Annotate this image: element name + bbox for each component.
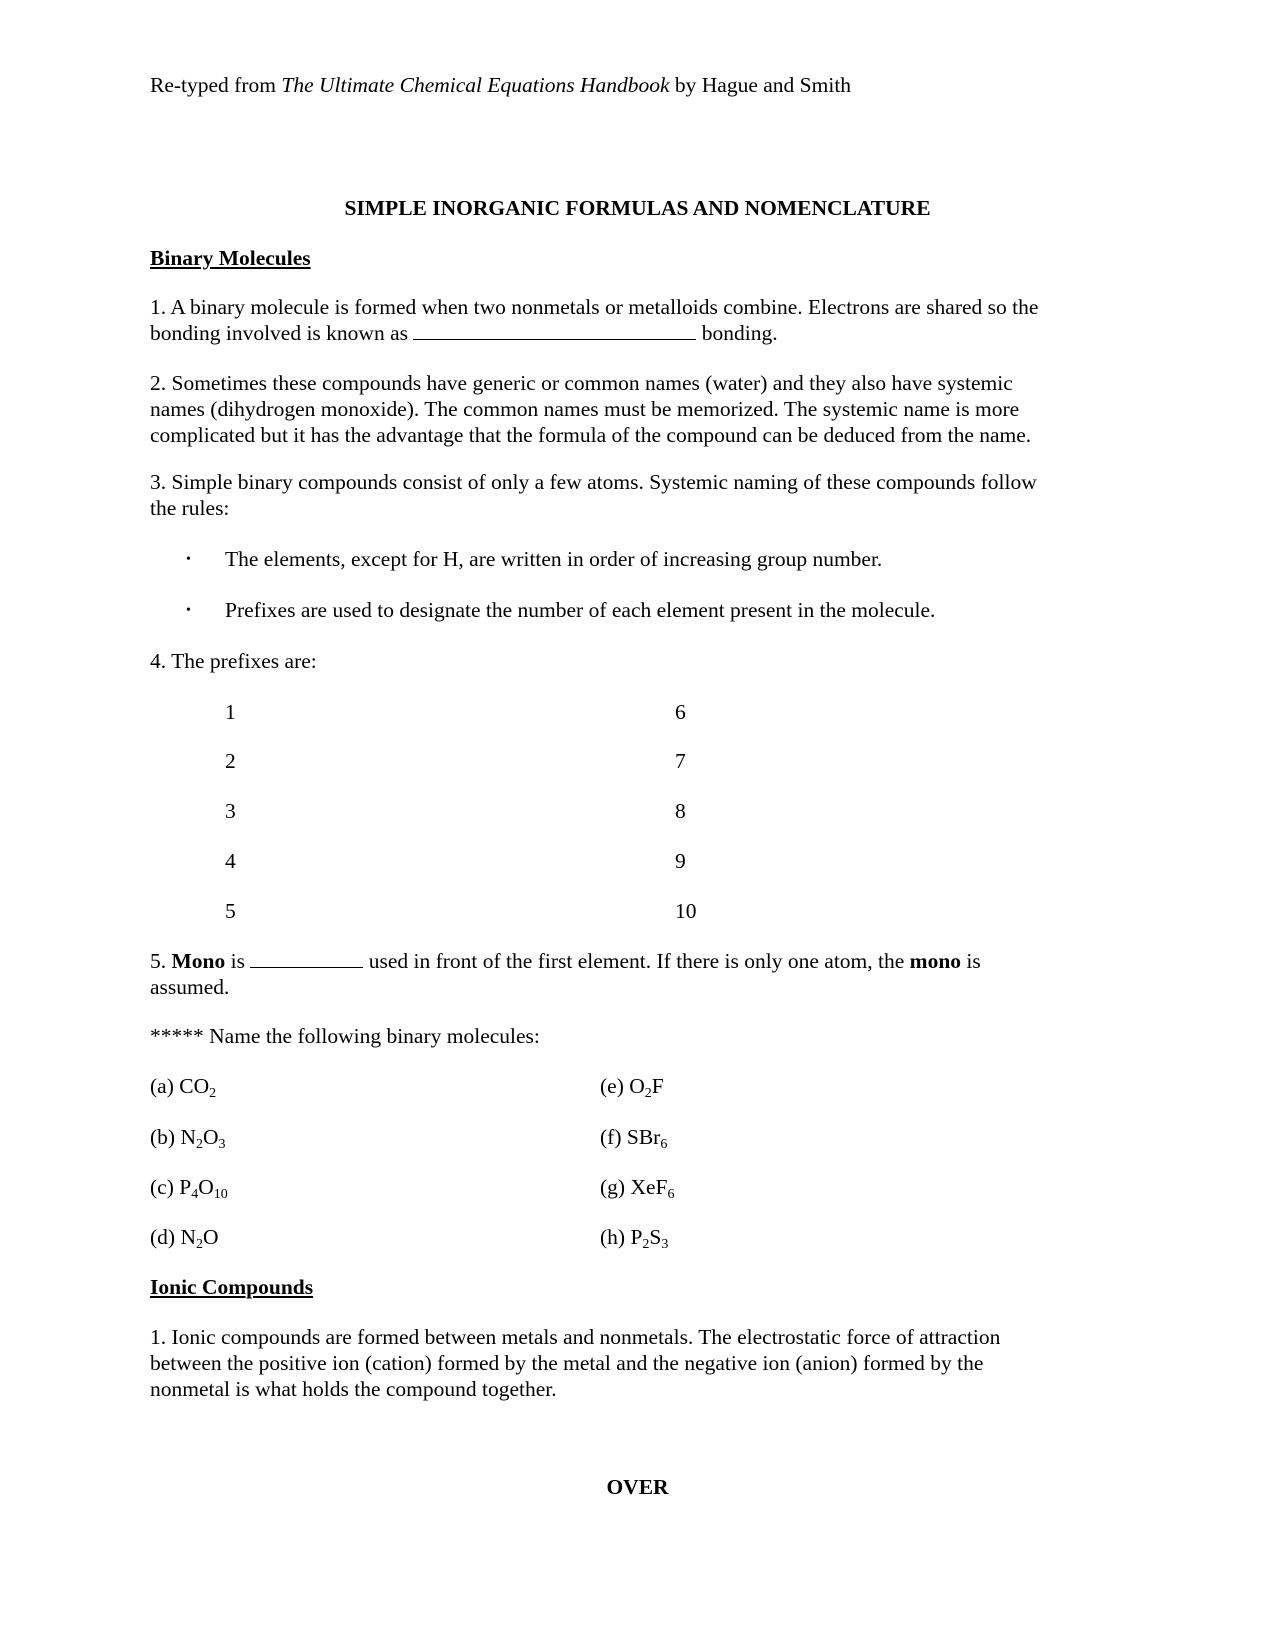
exercise-label: (d) xyxy=(150,1225,181,1249)
exercise-item xyxy=(600,1224,668,1250)
binary-p3-line2: the rules: xyxy=(150,496,230,520)
chemical-formula xyxy=(180,1225,219,1252)
prefix-number: 1 xyxy=(225,700,236,724)
fill-in-blank-bonding[interactable] xyxy=(413,321,696,340)
header-suffix: by Hague and Smith xyxy=(669,73,852,97)
binary-p1-line1: 1. A binary molecule is formed when two nonmetals or metalloids combine. Electrons are shared so the xyxy=(150,295,1039,319)
binary-p2-line1: 2. Sometimes these compounds have generic or common names (water) and they also have systemic xyxy=(150,371,1013,395)
chemical-formula xyxy=(179,1175,228,1202)
ionic-p1-line3: nonmetal is what holds the compound together. xyxy=(150,1377,557,1401)
exercise-item xyxy=(150,1174,228,1200)
exercise-label: (g) xyxy=(600,1175,631,1199)
chemical-formula xyxy=(630,1225,669,1252)
prefix-number: 3 xyxy=(225,799,236,823)
section-heading-ionic: Ionic Compounds xyxy=(150,1275,314,1299)
exercise-prompt: ***** Name the following binary molecules: xyxy=(150,1024,540,1048)
chemical-formula xyxy=(630,1175,675,1202)
binary-p2-line2: names (dihydrogen monoxide). The common names must be memorized. The systemic name is more xyxy=(150,397,1020,421)
prefix-number: 8 xyxy=(675,799,686,823)
prefix-number: 9 xyxy=(675,849,686,873)
bullet-icon: • xyxy=(186,603,191,618)
exercise-item xyxy=(600,1073,664,1099)
binary-p5-mono-2: mono xyxy=(909,949,962,973)
formula-subscript: 3 xyxy=(218,1137,226,1152)
fill-in-blank-mono[interactable] xyxy=(250,949,363,968)
book-title: The Ultimate Chemical Equations Handbook xyxy=(281,73,670,97)
exercise-label: (b) xyxy=(150,1125,181,1149)
prefix-number: 7 xyxy=(675,749,686,773)
binary-paragraph-2 xyxy=(150,370,1130,448)
formula-subscript: 10 xyxy=(213,1187,228,1202)
ionic-p1-line1: 1. Ionic compounds are formed between metals and nonmetals. The electrostatic force of attraction xyxy=(150,1325,1001,1349)
formula-element: XeF xyxy=(630,1175,668,1199)
formula-element: P xyxy=(179,1175,192,1199)
binary-paragraph-5 xyxy=(150,948,1130,1000)
prefix-number: 4 xyxy=(225,849,236,873)
exercise-label: (c) xyxy=(150,1175,180,1199)
formula-element: O xyxy=(202,1225,219,1249)
binary-paragraph-1 xyxy=(150,294,1130,346)
binary-p5-line2: assumed. xyxy=(150,975,230,999)
formula-subscript: 2 xyxy=(209,1086,217,1101)
exercise-item xyxy=(600,1174,674,1200)
formula-element: O xyxy=(202,1125,219,1149)
formula-subscript: 6 xyxy=(667,1187,675,1202)
chemical-formula xyxy=(626,1125,668,1152)
ionic-p1-line2: between the positive ion (cation) formed by the metal and the negative ion (anion) formed by the xyxy=(150,1351,984,1375)
binary-p5-is: is xyxy=(225,949,251,973)
formula-subscript: 6 xyxy=(660,1137,668,1152)
section-heading-binary: Binary Molecules xyxy=(150,246,311,270)
exercise-label: (a) xyxy=(150,1074,180,1098)
formula-element: N xyxy=(180,1225,196,1249)
exercise-label: (h) xyxy=(600,1225,631,1249)
formula-element: CO xyxy=(179,1074,210,1098)
binary-p1-line2-pre: bonding involved is known as xyxy=(150,321,414,345)
page-title: SIMPLE INORGANIC FORMULAS AND NOMENCLATURE xyxy=(344,196,931,220)
exercise-item xyxy=(150,1224,219,1250)
formula-subscript: 2 xyxy=(642,1237,650,1252)
chemical-formula xyxy=(180,1125,226,1152)
prefix-number: 2 xyxy=(225,749,236,773)
header-citation xyxy=(150,72,851,98)
prefix-number: 5 xyxy=(225,899,236,923)
formula-subscript: 2 xyxy=(644,1086,652,1101)
binary-p5-is-2: is xyxy=(961,949,981,973)
exercise-label: (f) xyxy=(600,1125,627,1149)
prefix-number: 6 xyxy=(675,700,686,724)
binary-p3-line1: 3. Simple binary compounds consist of only a few atoms. Systemic naming of these compounds follow xyxy=(150,470,1037,494)
formula-element: SBr xyxy=(626,1125,661,1149)
exercise-item xyxy=(150,1073,216,1099)
binary-paragraph-4: 4. The prefixes are: xyxy=(150,649,317,673)
bullet-item: Prefixes are used to designate the number of each element present in the molecule. xyxy=(225,598,936,622)
exercise-item xyxy=(600,1124,667,1150)
formula-subscript: 4 xyxy=(191,1187,199,1202)
binary-p1-line2 xyxy=(150,320,1130,346)
formula-element: S xyxy=(649,1225,662,1249)
binary-p5-line1 xyxy=(150,948,1130,974)
formula-element: O xyxy=(198,1175,214,1199)
binary-p2-line3: complicated but it has the advantage that the formula of the compound can be deduced from the name. xyxy=(150,423,1032,447)
binary-p5-mono: Mono xyxy=(171,949,226,973)
binary-p1-line2-post: bonding. xyxy=(696,321,778,345)
chemical-formula xyxy=(179,1074,217,1101)
formula-element: F xyxy=(651,1074,664,1098)
formula-subscript: 2 xyxy=(195,1237,203,1252)
footer-over: OVER xyxy=(606,1475,669,1499)
exercise-label: (e) xyxy=(600,1074,630,1098)
formula-element: P xyxy=(630,1225,643,1249)
binary-p5-num: 5. xyxy=(150,949,172,973)
formula-subscript: 3 xyxy=(661,1237,669,1252)
binary-p5-mid: used in front of the first element. If there is only one atom, the xyxy=(363,949,910,973)
bullet-icon: • xyxy=(186,552,191,567)
header-prefix: Re-typed from xyxy=(150,73,282,97)
formula-element: O xyxy=(629,1074,645,1098)
bullet-item: The elements, except for H, are written in order of increasing group number. xyxy=(225,547,883,571)
formula-element: N xyxy=(180,1125,196,1149)
ionic-paragraph-1 xyxy=(150,1324,1130,1402)
chemical-formula xyxy=(629,1074,664,1101)
prefix-number: 10 xyxy=(675,899,697,923)
exercise-item xyxy=(150,1124,226,1150)
binary-paragraph-3 xyxy=(150,469,1130,521)
formula-subscript: 2 xyxy=(195,1137,203,1152)
